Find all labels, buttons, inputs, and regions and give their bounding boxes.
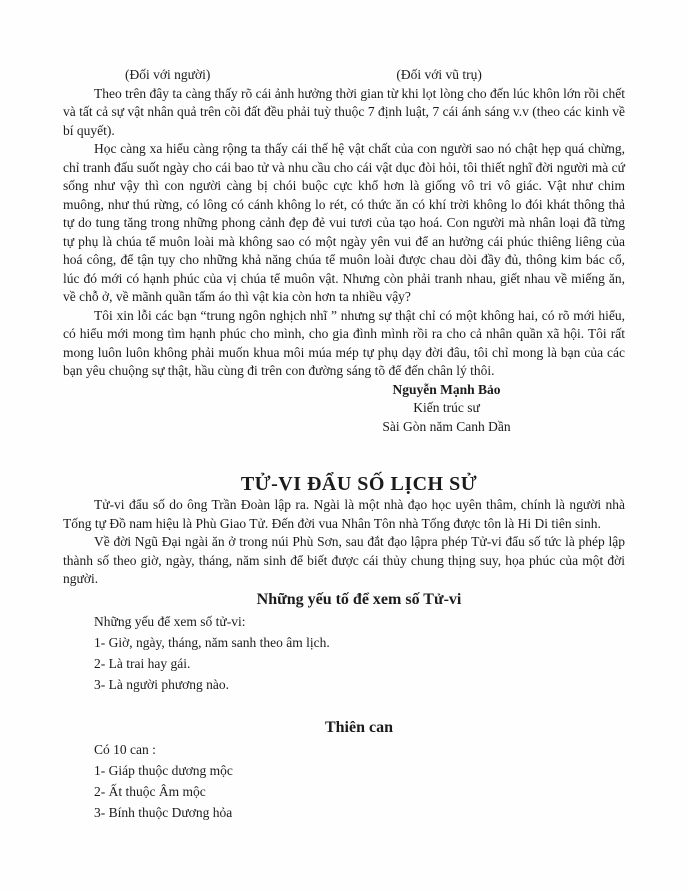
list-item: 2- Là trai hay gái. bbox=[94, 655, 191, 671]
signature-name: Nguyễn Mạnh Bảo bbox=[392, 381, 501, 397]
intro-paragraph: Theo trên đây ta càng thấy rõ cái ảnh hưởng thời gian từ khi lọt lòng cho đến lúc khôn lớn rồi chết và tất cả sự vật nhân quả trên cõi đất đều phải tuỳ thuộc 7 định luật, 7 cái ánh sáng v.v (theo các kinh về bí quyết). bbox=[63, 85, 625, 138]
factors-list bbox=[63, 632, 625, 695]
signature-block bbox=[268, 381, 625, 437]
subsection-heading-thien-can: Thiên can bbox=[324, 718, 393, 736]
thien-can-lead: Có 10 can : bbox=[94, 741, 156, 757]
list-item: 3- Bính thuộc Dương hỏa bbox=[94, 804, 233, 820]
section-title: TỬ-VI ĐẨU SỐ LỊCH SỬ bbox=[240, 473, 478, 495]
column-labels bbox=[63, 66, 625, 85]
column-label-left: (Đối với người) bbox=[125, 67, 211, 82]
thien-can-list bbox=[63, 760, 625, 823]
intro-paragraph: Tôi xin lỗi các bạn “trung ngôn nghịch nhĩ ” nhưng sự thật chỉ có một không hai, có rõ mới hiểu, có hiểu mới mong tìm hạnh phúc cho mình, cho gia đình mình rồi ra cho cả nhân quần xã hội. Tôi rất mong luôn luôn không phải muốn khua môi múa mép tự phụ dạy đời đâu, tôi chỉ mong là bạn của các bạn yêu chuộng sự thật, hầu cùng đi trên con đường sáng tõ để đến chân lý thôi. bbox=[63, 307, 625, 378]
list-item: 2- Ất thuộc Âm mộc bbox=[94, 783, 206, 799]
list-item: 3- Là người phương nào. bbox=[94, 676, 230, 692]
column-label-right: (Đối với vũ trụ) bbox=[396, 67, 482, 82]
section-paragraph: Tử-vi đẩu số do ông Trần Đoàn lập ra. Ngài là một nhà đạo học uyên thâm, chính là người nhà Tống tự Đồ nam hiệu là Phù Giao Tử. Đến đời vua Nhân Tôn nhà Tống được tôn là Hi Di tiên sinh. bbox=[63, 497, 625, 531]
list-item: 1- Giờ, ngày, tháng, năm sanh theo âm lịch. bbox=[94, 634, 330, 650]
signature-place-year: Sài Gòn năm Canh Dần bbox=[382, 418, 511, 434]
subsection-heading-factors: Những yếu tố để xem số Tử-vi bbox=[256, 590, 462, 608]
signature-role: Kiến trúc sư bbox=[413, 400, 480, 415]
section-paragraph: Về đời Ngũ Đại ngài ăn ở trong núi Phù Sơn, sau đắt đạo lậpra phép Tử-vi đẩu số tức là phép lập thành số theo giờ, ngày, tháng, năm sinh để biết được cái thủy chung thịng suy, họa phúc của một đời người. bbox=[63, 534, 625, 586]
factors-lead: Những yếu để xem số tử-vi: bbox=[94, 613, 246, 629]
list-item: 1- Giáp thuộc dương mộc bbox=[94, 762, 233, 778]
intro-paragraph: Học càng xa hiểu càng rộng ta thấy cái thế hệ vật chất của con người sao nó chật hẹp quá chừng, chỉ tranh đấu suốt ngày cho cái bao tử và nhu cầu cho cái vật dục đòi hỏi, tôi thiết nghĩ đời người mà cứ sống như vậy thì con người càng bị chói buộc cực khổ hơn là giống vô tri vô giác. Vật như chim muông, như thú rừng, có lông có cánh không lo rét, có thức ăn có khí trời không lo đói khát thông thả tự do tung tăng trong những phong cảnh đẹp đẻ vui tươi của tạo hoá. Con người mà nhân loại đã từng tự phụ là chúa tể muôn loài mà không sao có một ngày yên vui để an hưởng cái phúc thiêng liêng của hoá công, để tận tụy cho những khả năng chúa tể muôn loài được chau dòi đầy đủ, thông kim bác cổ, lúc đó mới có hạnh phúc của vị chúa tể muôn vật. Nhưng còn phải tranh nhau, giết nhau về miếng ăn, về chỗ ở, về mãnh quần tấm áo thì vật kia còn hơn ta nhiều vậy? bbox=[63, 141, 625, 304]
page-content bbox=[63, 66, 625, 823]
